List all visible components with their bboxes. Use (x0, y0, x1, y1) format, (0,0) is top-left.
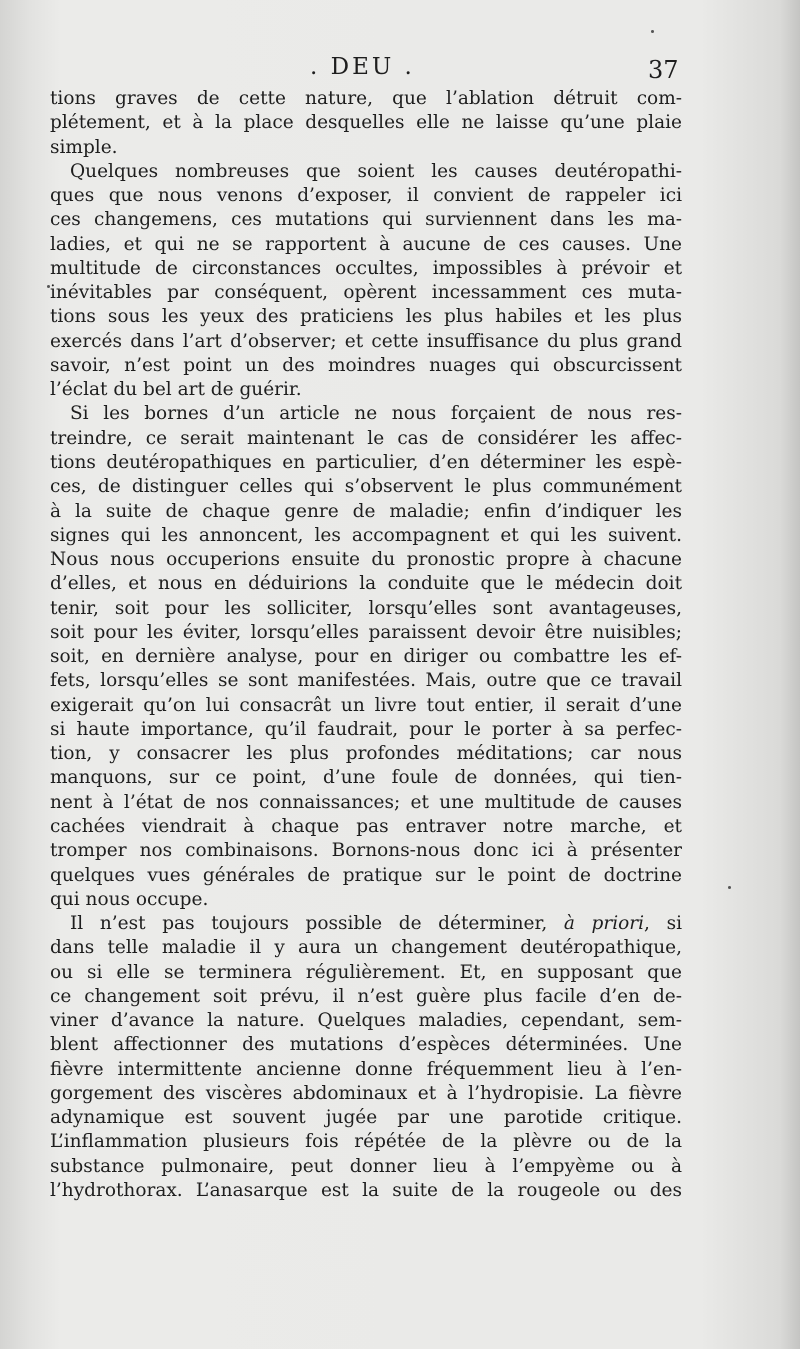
text-line: Nous nous occuperions ensuite du pronostic propre à chacune (50, 549, 682, 571)
text-line: substance pulmonaire, peut donner lieu à l’empyème ou à (50, 1155, 682, 1177)
paragraph-start-line: Si les bornes d’un article ne nous forçaient de nous res- (70, 403, 682, 425)
text-line: soit, en dernière analyse, pour en diriger ou combattre les ef- (50, 646, 682, 668)
running-head (0, 48, 800, 84)
text-line: tenir, soit pour les solliciter, lorsqu’elles sont avantageuses, (50, 597, 682, 619)
paragraph-start-line: Quelques nombreuses que soient les causes deutéropathi- (70, 160, 682, 182)
text-line: tromper nos combinaisons. Bornons-nous donc ici à présenter (50, 840, 682, 862)
text-line: savoir, n’est point un des moindres nuages qui obscurcissent (50, 354, 682, 376)
paper-speck (47, 285, 50, 288)
body-text (50, 87, 682, 1203)
text-line: fets, lorsqu’elles se sont manifestées. Mais, outre que ce travail (50, 670, 682, 692)
text-line: simple. (50, 136, 118, 158)
text-line: treindre, ce serait maintenant le cas de considérer les affec- (50, 427, 682, 449)
text-line: ces, de distinguer celles qui s’observent le plus communément (50, 476, 682, 498)
text-line: inévitables par conséquent, opèrent incessamment ces muta- (50, 282, 682, 304)
text-line: blent affectionner des mutations d’espèces déterminées. Une (50, 1034, 682, 1056)
text-line: dans telle maladie il y aura un changement deutéropathique, (50, 937, 682, 959)
text-line: ou si elle se terminera régulièrement. Et, en supposant que (50, 961, 682, 983)
italic-phrase: à priori (563, 913, 645, 935)
text-line: exercés dans l’art d’observer; et cette insuffisance du plus grand (50, 330, 682, 352)
text-line: manquons, sur ce point, d’une foule de données, qui tien- (50, 767, 682, 789)
text-line: qui nous occupe. (50, 888, 209, 910)
text-line: exigerait qu’on lui consacrât un livre tout entier, il serait d’une (50, 694, 682, 716)
paragraph-start-line: Il n’est pas toujours possible de déterminer, à priori, si (70, 913, 682, 935)
text-line: tion, y consacrer les plus profondes méditations; car nous (50, 743, 682, 765)
text-line: si haute importance, qu’il faudrait, pour le porter à sa perfec- (50, 718, 682, 740)
text-line: cachées viendrait à chaque pas entraver notre marche, et (50, 815, 682, 837)
text-line: ce changement soit prévu, il n’est guère plus facile d’en de- (50, 985, 682, 1007)
text-line: l’éclat du bel art de guérir. (50, 379, 302, 401)
text-line: soit pour les éviter, lorsqu’elles paraissent devoir être nuisibles; (50, 621, 682, 643)
text-line: fièvre intermittente ancienne donne fréquemment lieu à l’en- (50, 1058, 682, 1080)
text-line: tions sous les yeux des praticiens les plus habiles et les plus (50, 306, 682, 328)
text-line: ques que nous venons d’exposer, il convient de rappeler ici (50, 185, 682, 207)
text-line: ladies, et qui ne se rapportent à aucune de ces causes. Une (50, 233, 682, 255)
text-line: ces changemens, ces mutations qui surviennent dans les ma- (50, 209, 682, 231)
paper-speck (651, 30, 654, 33)
text-line: l’hydrothorax. L’anasarque est la suite de la rougeole ou des (50, 1179, 682, 1201)
page-number: 37 (648, 56, 679, 84)
text-line: L’inflammation plusieurs fois répétée de la plèvre ou de la (50, 1131, 682, 1153)
text-line: tions deutéropathiques en particulier, d’en déterminer les espè- (50, 451, 682, 473)
text-line: viner d’avance la nature. Quelques maladies, cependant, sem- (50, 1010, 682, 1032)
text-line: quelques vues générales de pratique sur le point de doctrine (50, 864, 682, 886)
text-line: signes qui les annoncent, les accompagnent et qui les suivent. (50, 524, 682, 546)
text-line: multitude de circonstances occultes, impossibles à prévoir et (50, 257, 682, 279)
text-line: nent à l’état de nos connaissances; et une multitude de causes (50, 791, 682, 813)
paper-speck (728, 886, 731, 889)
text-line: gorgement des viscères abdominaux et à l’hydropisie. La fièvre (50, 1082, 682, 1104)
text-line: plétement, et à la place desquelles elle ne laisse qu’une plaie (50, 112, 682, 134)
text-line: tions graves de cette nature, que l’ablation détruit com- (50, 88, 682, 109)
text-line: adynamique est souvent jugée par une parotide critique. (50, 1107, 682, 1129)
running-head-title: . DEU . (310, 54, 415, 80)
text-line: d’elles, et nous en déduirions la conduite que le médecin doit (50, 573, 682, 595)
text-line: à la suite de chaque genre de maladie; enfin d’indiquer les (50, 500, 682, 522)
